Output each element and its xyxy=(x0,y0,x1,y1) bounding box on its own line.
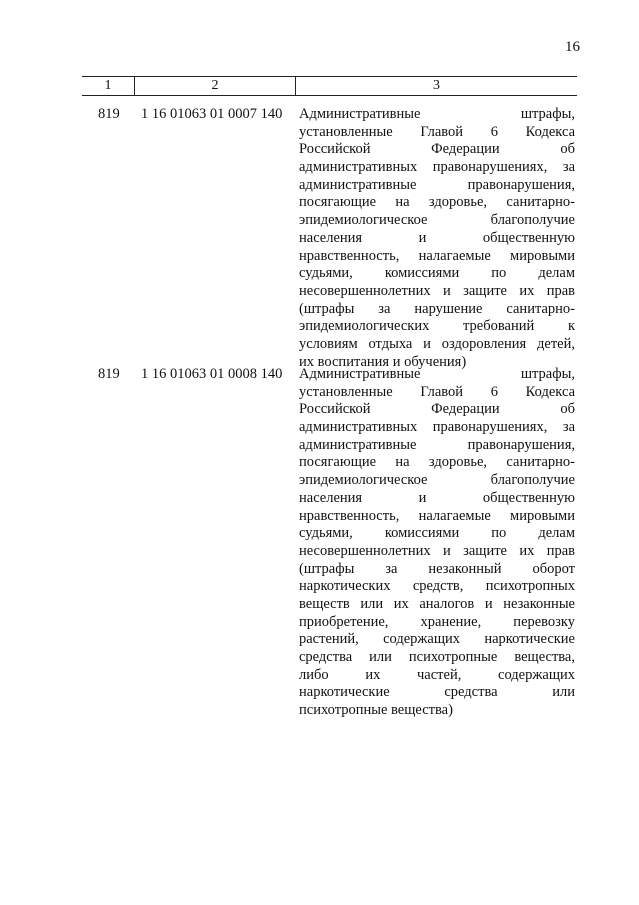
header-col-1: 1 xyxy=(82,77,135,95)
description-line: судьями, комиссиями по делам xyxy=(299,265,575,282)
description-line: административные правонарушения, xyxy=(299,436,575,453)
description-line: наркотических средств, психотропных xyxy=(299,578,575,595)
description-line: растений, содержащих наркотические xyxy=(299,631,575,648)
description-line: веществ или их аналогов и незаконные xyxy=(299,595,575,612)
description-line: посягающие на здоровье, санитарно- xyxy=(299,454,575,471)
kbk-code: 1 16 01063 01 0007 140 xyxy=(141,106,283,122)
description xyxy=(299,366,575,720)
description-line: установленные Главой 6 Кодекса xyxy=(299,123,575,140)
description-line: несовершеннолетних и защите их прав xyxy=(299,282,575,299)
admin-code: 819 xyxy=(98,106,120,122)
description-line: эпидемиологическое благополучие xyxy=(299,472,575,489)
description-line: их воспитания и обучения) xyxy=(299,353,467,370)
description-line: (штрафы за нарушение санитарно- xyxy=(299,300,575,317)
description-line: установленные Главой 6 Кодекса xyxy=(299,383,575,400)
description-line: административных правонарушениях, за xyxy=(299,419,575,436)
header-col-2: 2 xyxy=(135,77,296,95)
description-line: населения и общественную xyxy=(299,489,575,506)
description-line: либо их частей, содержащих xyxy=(299,666,575,683)
kbk-code: 1 16 01063 01 0008 140 xyxy=(141,366,283,382)
header-col-3: 3 xyxy=(433,78,440,93)
description-line: нравственность, налагаемые мировыми xyxy=(299,507,575,524)
description-line: эпидемиологическое благополучие xyxy=(299,212,575,229)
description-line: Административные штрафы, xyxy=(299,106,575,122)
description-line: наркотические средства или xyxy=(299,684,575,701)
description xyxy=(299,106,575,371)
description-line: населения и общественную xyxy=(299,229,575,246)
description-line: судьями, комиссиями по делам xyxy=(299,525,575,542)
description-line: административных правонарушениях, за xyxy=(299,159,575,176)
page-number: 16 xyxy=(565,39,580,55)
description-line: Российской Федерации об xyxy=(299,141,575,158)
description-line: условиям отдыха и оздоровления детей, xyxy=(299,335,575,352)
description-line: психотропные вещества) xyxy=(299,702,453,719)
description-line: нравственность, налагаемые мировыми xyxy=(299,247,575,264)
table-header xyxy=(82,76,577,96)
description-line: Российской Федерации об xyxy=(299,401,575,418)
description-line: приобретение, хранение, перевозку xyxy=(299,613,575,630)
description-line: (штрафы за незаконный оборот xyxy=(299,560,575,577)
description-line: средства или психотропные вещества, xyxy=(299,649,575,665)
description-line: эпидемиологических требований к xyxy=(299,318,575,335)
description-line: административные правонарушения, xyxy=(299,176,575,193)
description-line: Административные штрафы, xyxy=(299,366,575,382)
description-line: несовершеннолетних и защите их прав xyxy=(299,542,575,559)
admin-code: 819 xyxy=(98,366,120,382)
description-line: посягающие на здоровье, санитарно- xyxy=(299,194,575,211)
